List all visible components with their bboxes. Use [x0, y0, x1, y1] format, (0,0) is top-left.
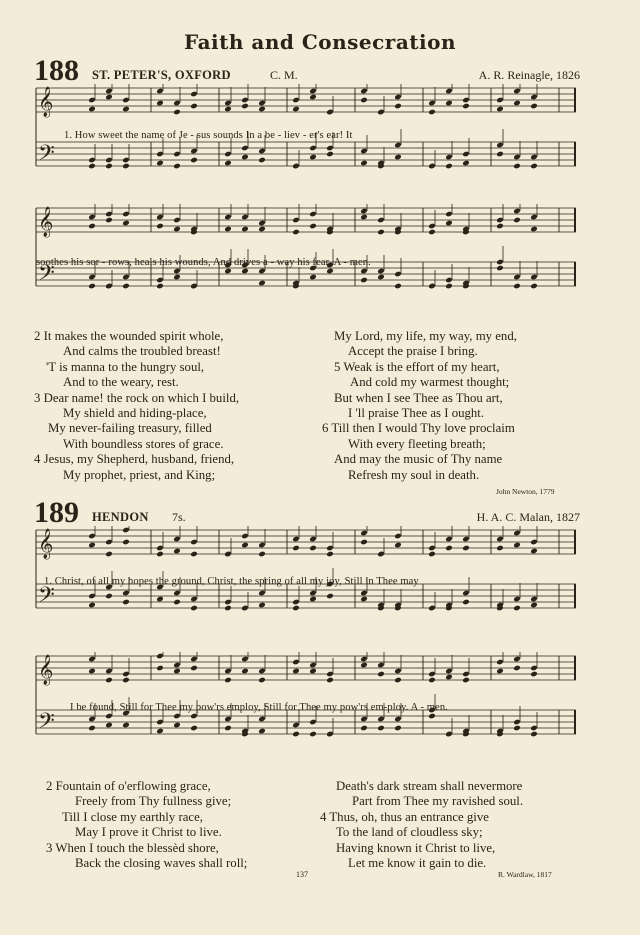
verse-line: Death's dark stream shall nevermore	[336, 779, 523, 793]
meter: 7s.	[172, 510, 186, 524]
verse-line: Having known it Christ to live,	[336, 840, 496, 855]
svg-text:𝄞: 𝄞	[38, 207, 54, 237]
verse-line: 4 Jesus, my Shepherd, husband, friend,	[34, 452, 235, 467]
verse-line: Part from Thee my ravished soul.	[352, 794, 524, 809]
svg-text:𝄞: 𝄞	[38, 87, 54, 117]
verse-line: Accept the praise I bring.	[348, 344, 478, 359]
verses-right-189	[320, 779, 524, 871]
verse-line: And calms the troubled breast!	[63, 344, 221, 359]
verse-line: 5 Weak is the effort of my heart,	[334, 359, 500, 374]
verse-line: With every fleeting breath;	[348, 436, 486, 451]
svg-text:𝄢: 𝄢	[38, 709, 55, 739]
verse-line: I 'll praise Thee as I ought.	[348, 406, 485, 421]
lyric-line: 1. How sweet the name of Je - sus sounds In a be - liev - er's ear! It	[64, 130, 353, 141]
verse-line: To the land of cloudless sky;	[336, 825, 483, 840]
verse-line: My shield and hiding-place,	[63, 406, 207, 421]
hymn-number: 189	[34, 496, 79, 529]
lyric-line: 1. Christ, of all my hopes the ground, Christ, the spring of all my joy, Still in Thee may	[44, 576, 419, 587]
verse-line: 4 Thus, oh, thus an entrance give	[320, 809, 489, 824]
verse-line: Back the closing waves shall roll;	[75, 856, 248, 871]
verses-left-189	[46, 779, 247, 871]
verses-right-188	[322, 329, 517, 483]
verse-line: Till I close my earthly race,	[62, 809, 203, 824]
svg-text:𝄢: 𝄢	[38, 141, 55, 171]
page-number: 137	[296, 870, 308, 879]
verse-line: 6 Till then I would Thy love proclaim	[322, 421, 515, 436]
verse-line: My Lord, my life, my way, my end,	[334, 329, 517, 343]
verse-line: Let me know it gain to die.	[348, 856, 487, 871]
meter: C. M.	[270, 68, 298, 82]
verse-line: And to the weary, rest.	[63, 375, 179, 390]
tune-name: ST. PETER'S, OXFORD	[92, 68, 231, 82]
composer: A. R. Reinagle, 1826	[478, 68, 580, 82]
svg-text:𝄢: 𝄢	[38, 583, 55, 613]
verses-left-188	[34, 329, 239, 483]
verse-line: 2 Fountain of o'erflowing grace,	[46, 779, 211, 793]
verse-line: But when I see Thee as Thou art,	[334, 390, 503, 405]
verse-line: 'T is manna to the hungry soul,	[46, 359, 205, 374]
verse-line: 3 When I touch the blessèd shore,	[46, 840, 219, 855]
verse-line: My prophet, priest, and King;	[63, 467, 216, 482]
page-title: Faith and Consecration	[183, 30, 457, 54]
verse-line: And may the music of Thy name	[334, 452, 503, 467]
verse-line: Refresh my soul in death.	[348, 467, 480, 482]
svg-text:𝄞: 𝄞	[38, 529, 54, 559]
hymn-number: 188	[34, 54, 79, 87]
verse-line: And cold my warmest thought;	[350, 375, 510, 390]
author-attribution: R. Wardlaw, 1817	[498, 870, 552, 879]
svg-text:𝄞: 𝄞	[38, 655, 54, 685]
lyric-line: I be found, Still for Thee my pow'rs employ, Still for Thee my pow'rs em-ploy. A - men.	[70, 702, 448, 713]
author-attribution: John Newton, 1779	[496, 487, 555, 496]
composer: H. A. C. Malan, 1827	[476, 510, 580, 524]
verse-line: 3 Dear name! the rock on which I build,	[34, 390, 240, 405]
verse-line: With boundless stores of grace.	[63, 436, 224, 451]
svg-text:𝄢: 𝄢	[38, 261, 55, 291]
verse-line: My never-failing treasury, filled	[48, 421, 212, 436]
verse-line: May I prove it Christ to live.	[75, 825, 222, 840]
tune-name: HENDON	[92, 510, 149, 524]
verse-line: Freely from Thy fullness give;	[75, 794, 232, 809]
verse-line: 2 It makes the wounded spirit whole,	[34, 329, 224, 343]
lyric-line: soothes his sor - rows, heals his wounds, And drives a - way his fear. A - men.	[36, 257, 371, 268]
